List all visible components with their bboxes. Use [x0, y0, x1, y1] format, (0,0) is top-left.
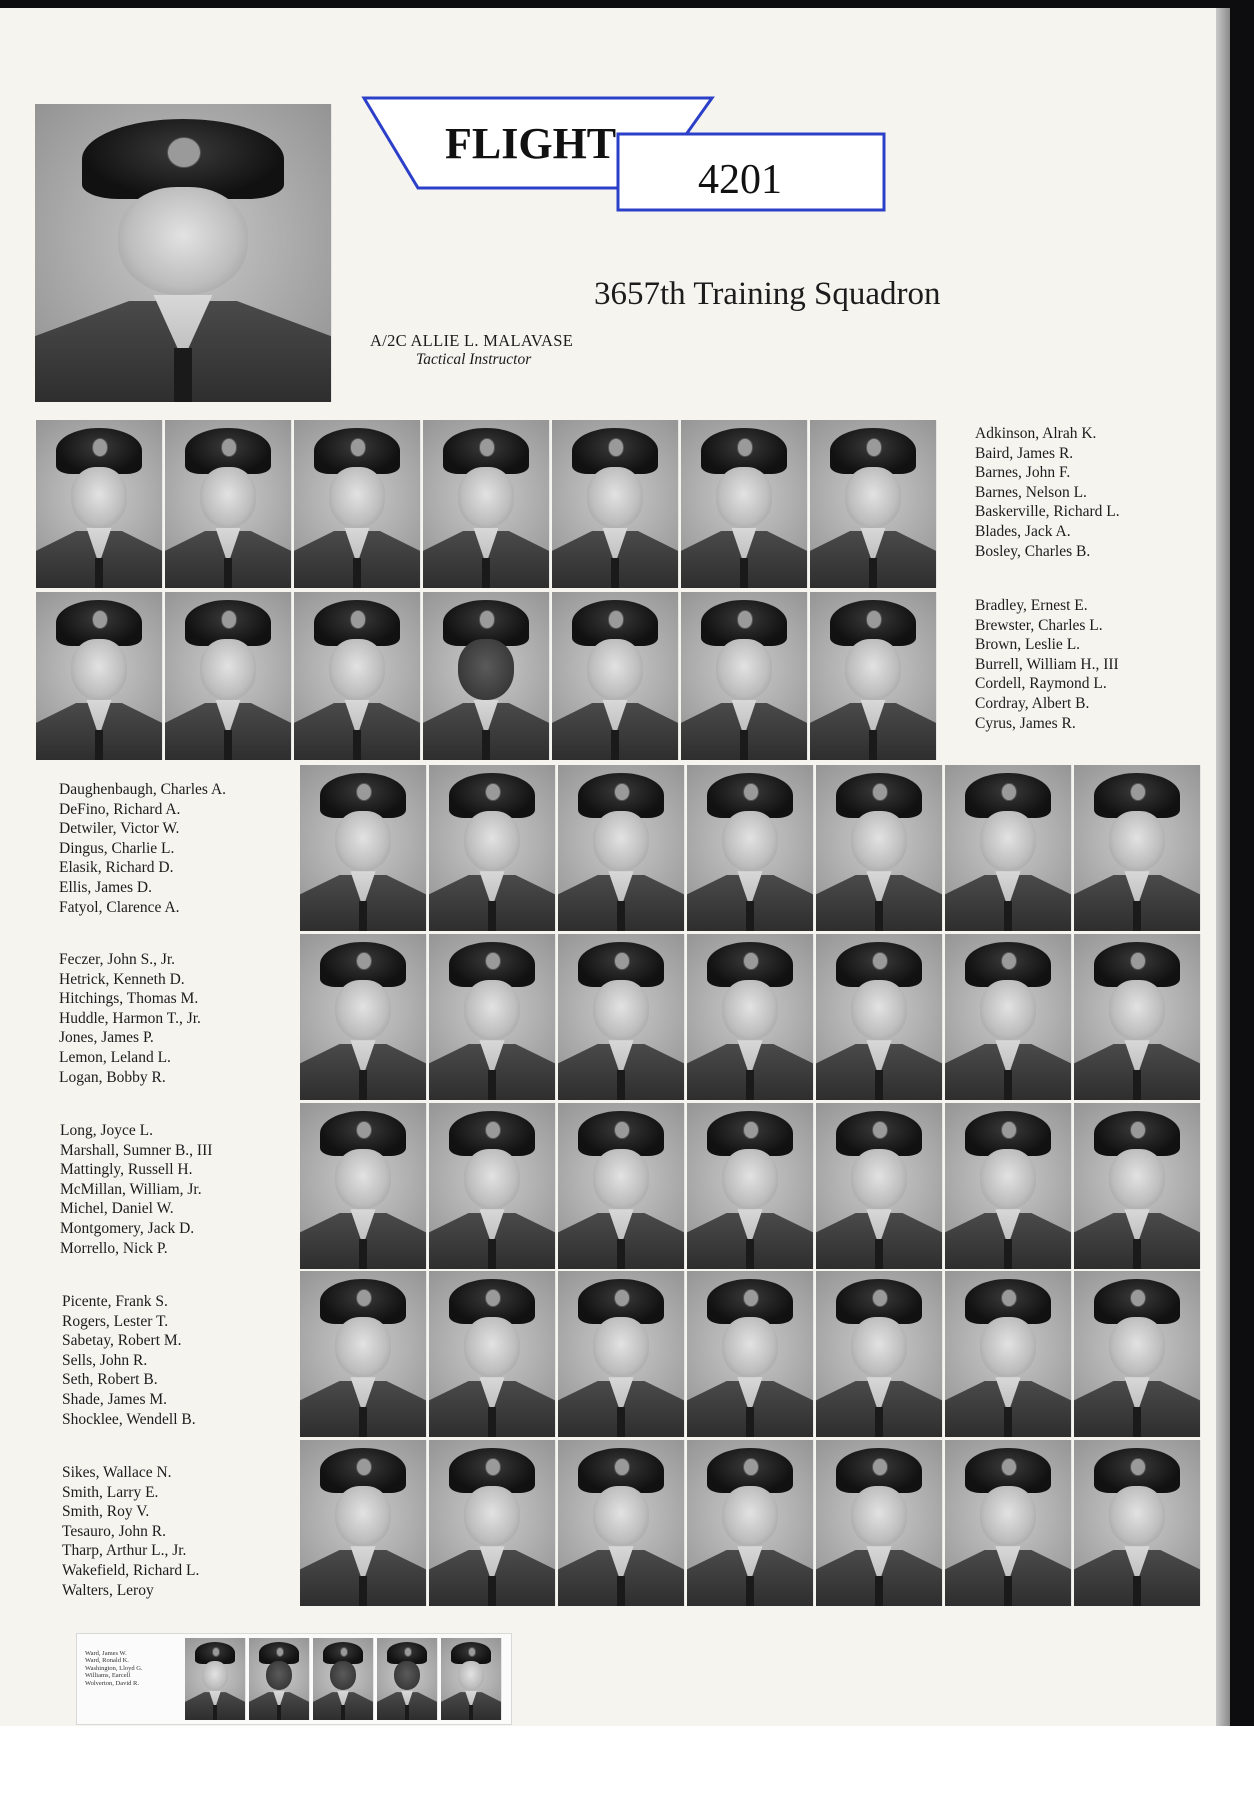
trainee-name: McMillan, William, Jr. [60, 1180, 202, 1198]
trainee-name: Picente, Frank S. [62, 1293, 168, 1310]
trainee-portrait [1074, 1271, 1201, 1437]
page-binding-edge [1216, 8, 1230, 1726]
trainee-portrait [687, 765, 814, 931]
trainee-portrait [423, 592, 550, 760]
trainee-portrait [300, 1440, 427, 1606]
trainee-name: Seth, Robert B. [62, 1371, 158, 1389]
trainee-portrait [945, 1440, 1072, 1606]
trainee-portrait [1074, 934, 1201, 1100]
trainee-name: Brown, Leslie L. [975, 636, 1081, 654]
trainee-name: Dingus, Charlie L. [59, 839, 175, 857]
trainee-name: Cyrus, James R. [975, 714, 1076, 732]
trainee-portrait [687, 1103, 814, 1269]
name-list-group-6 [62, 1292, 196, 1429]
trainee-name: Wakefield, Richard L. [62, 1561, 200, 1579]
trainee-portrait [816, 1103, 943, 1269]
trainee-portrait [36, 592, 163, 760]
trainee-portrait [681, 420, 808, 588]
trainee-name: Jones, James P. [59, 1029, 154, 1047]
trainee-name: Logan, Bobby R. [59, 1068, 166, 1086]
trainee-name: Long, Joyce L. [60, 1122, 153, 1139]
trainee-name: Marshall, Sumner B., III [60, 1141, 213, 1159]
scan-margin [0, 1726, 1254, 1800]
trainee-name: Hetrick, Kenneth D. [59, 970, 185, 988]
flight-label: FLIGHT [445, 119, 617, 168]
trainee-portrait [165, 420, 292, 588]
inset-portrait [441, 1638, 502, 1720]
name-list-group-1 [975, 424, 1120, 561]
trainee-name: Bosley, Charles B. [975, 542, 1091, 560]
trainee-portrait [300, 765, 427, 931]
trainee-name: Michel, Daniel W. [60, 1200, 174, 1218]
trainee-name: Cordell, Raymond L. [975, 675, 1107, 693]
inset-portrait [249, 1638, 310, 1720]
trainee-name: Walters, Leroy [62, 1581, 154, 1599]
trainee-portrait [552, 592, 679, 760]
trainee-name: Hitchings, Thomas M. [59, 990, 199, 1008]
inset-portrait [185, 1638, 246, 1720]
trainee-name: Williams, Earcell [85, 1672, 131, 1680]
trainee-portrait [429, 1103, 556, 1269]
yearbook-page [0, 8, 1230, 1726]
trainee-portrait [294, 592, 421, 760]
trainee-name: Tharp, Arthur L., Jr. [62, 1542, 187, 1560]
trainee-name: Huddle, Harmon T., Jr. [59, 1009, 201, 1027]
trainee-name: Morrello, Nick P. [60, 1239, 168, 1257]
trainee-portrait [681, 592, 808, 760]
trainee-name: Sikes, Wallace N. [62, 1464, 172, 1481]
trainee-name: Baird, James R. [975, 444, 1074, 462]
trainee-portrait [816, 1440, 943, 1606]
trainee-portrait [429, 765, 556, 931]
trainee-name: Washington, Lloyd G. [85, 1664, 143, 1672]
trainee-name: Adkinson, Alrah K. [975, 425, 1097, 442]
trainee-name: Smith, Roy V. [62, 1503, 150, 1521]
instructor-name: A/2C ALLIE L. MALAVASE [370, 331, 574, 350]
inset-card [76, 1633, 512, 1725]
inset-portrait [313, 1638, 374, 1720]
trainee-name: Elasik, Richard D. [59, 859, 174, 877]
trainee-name: Ellis, James D. [59, 878, 152, 896]
trainee-name: Fatyol, Clarence A. [59, 898, 180, 916]
trainee-portrait [1074, 765, 1201, 931]
trainee-portrait [558, 1271, 685, 1437]
trainee-portrait [552, 420, 679, 588]
trainee-name: Tesauro, John R. [62, 1522, 166, 1540]
trainee-portrait [429, 1271, 556, 1437]
inset-name-list [85, 1650, 143, 1687]
trainee-portrait [816, 765, 943, 931]
name-list-group-4 [59, 950, 201, 1087]
trainee-portrait [687, 1271, 814, 1437]
flight-number: 4201 [698, 157, 782, 203]
trainee-name: Detwiler, Victor W. [59, 820, 180, 838]
trainee-portrait [816, 934, 943, 1100]
trainee-name: Feczer, John S., Jr. [59, 951, 176, 968]
trainee-name: Burrell, William H., III [975, 655, 1119, 673]
trainee-name: Daughenbaugh, Charles A. [59, 781, 227, 798]
trainee-portrait [1074, 1103, 1201, 1269]
trainee-portrait [300, 934, 427, 1100]
trainee-portrait [558, 765, 685, 931]
trainee-portrait [945, 1271, 1072, 1437]
trainee-name: Sells, John R. [62, 1351, 148, 1369]
name-list-group-7 [62, 1463, 199, 1600]
trainee-portrait [687, 1440, 814, 1606]
trainee-name: Lemon, Leland L. [59, 1048, 171, 1066]
trainee-name: Barnes, Nelson L. [975, 483, 1087, 501]
trainee-name: Shade, James M. [62, 1390, 168, 1408]
trainee-name: Brewster, Charles L. [975, 616, 1103, 634]
trainee-portrait [300, 1271, 427, 1437]
trainee-name: Rogers, Lester T. [62, 1312, 169, 1330]
trainee-name: Mattingly, Russell H. [60, 1161, 193, 1179]
trainee-name: Shocklee, Wendell B. [62, 1410, 196, 1428]
trainee-name: Smith, Larry E. [62, 1483, 159, 1501]
flight-banner [360, 94, 890, 214]
name-list-group-5 [60, 1121, 212, 1258]
trainee-portrait [945, 765, 1072, 931]
instructor-title: Tactical Instructor [416, 351, 532, 368]
trainee-name: Barnes, John F. [975, 464, 1071, 482]
trainee-name: Sabetay, Robert M. [62, 1332, 182, 1350]
trainee-name: Wolverton, David R. [85, 1679, 139, 1687]
instructor-portrait [35, 104, 332, 402]
trainee-name: Montgomery, Jack D. [60, 1219, 195, 1237]
trainee-portrait [687, 934, 814, 1100]
trainee-portrait [300, 1103, 427, 1269]
trainee-name: Cordray, Albert B. [975, 694, 1090, 712]
trainee-name: Ward, Ronald K. [85, 1657, 129, 1665]
trainee-name: Bradley, Ernest E. [975, 597, 1088, 614]
trainee-portrait [810, 420, 937, 588]
name-list-group-2 [975, 596, 1119, 733]
trainee-portrait [429, 934, 556, 1100]
trainee-portrait [558, 1103, 685, 1269]
trainee-portrait [945, 1103, 1072, 1269]
trainee-name: Blades, Jack A. [975, 522, 1071, 540]
trainee-portrait [429, 1440, 556, 1606]
trainee-portrait [1074, 1440, 1201, 1606]
trainee-name: DeFino, Richard A. [59, 800, 181, 818]
trainee-portrait [558, 1440, 685, 1606]
trainee-name: Baskerville, Richard L. [975, 503, 1120, 521]
trainee-portrait [810, 592, 937, 760]
trainee-name: Ward, James W. [85, 1650, 127, 1657]
trainee-portrait [294, 420, 421, 588]
trainee-portrait [558, 934, 685, 1100]
trainee-portrait [423, 420, 550, 588]
squadron-title: 3657th Training Squadron [594, 276, 941, 312]
name-list-group-3 [59, 780, 226, 917]
trainee-portrait [945, 934, 1072, 1100]
trainee-portrait [36, 420, 163, 588]
inset-portrait [377, 1638, 438, 1720]
trainee-portrait [816, 1271, 943, 1437]
trainee-portrait [165, 592, 292, 760]
